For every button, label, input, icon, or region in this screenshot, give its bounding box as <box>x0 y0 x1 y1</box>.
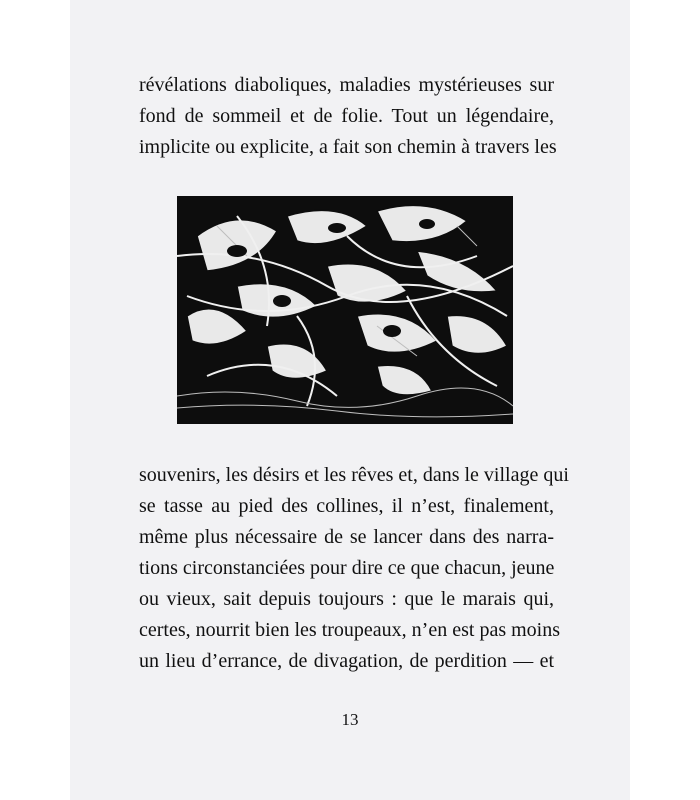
text-line: implicite ou explicite, a fait son chemin à travers les <box>139 136 557 158</box>
book-page <box>70 0 630 800</box>
page-number: 13 <box>341 710 359 729</box>
text-line: se tasse au pied des collines, il n’est, finalement, <box>139 495 554 517</box>
text-line: révélations diaboliques, maladies mystérieuses sur <box>139 74 554 96</box>
text-line: un lieu d’errance, de divagation, de perdition — et <box>139 650 554 672</box>
text-line: fond de sommeil et de folie. Tout un légendaire, <box>139 105 554 127</box>
text-line: ou vieux, sait depuis toujours : que le marais qui, <box>139 588 554 610</box>
text-line: même plus nécessaire de se lancer dans des narra- <box>139 526 554 548</box>
engraving-illustration <box>177 196 513 424</box>
text-line: souvenirs, les désirs et les rêves et, dans le village qui <box>139 464 569 486</box>
paragraph-bottom <box>139 460 569 677</box>
paragraph-top <box>139 70 557 163</box>
text-line: tions circonstanciées pour dire ce que chacun, jeune <box>139 557 555 579</box>
text-line: certes, nourrit bien les troupeaux, n’en est pas moins <box>139 619 560 641</box>
